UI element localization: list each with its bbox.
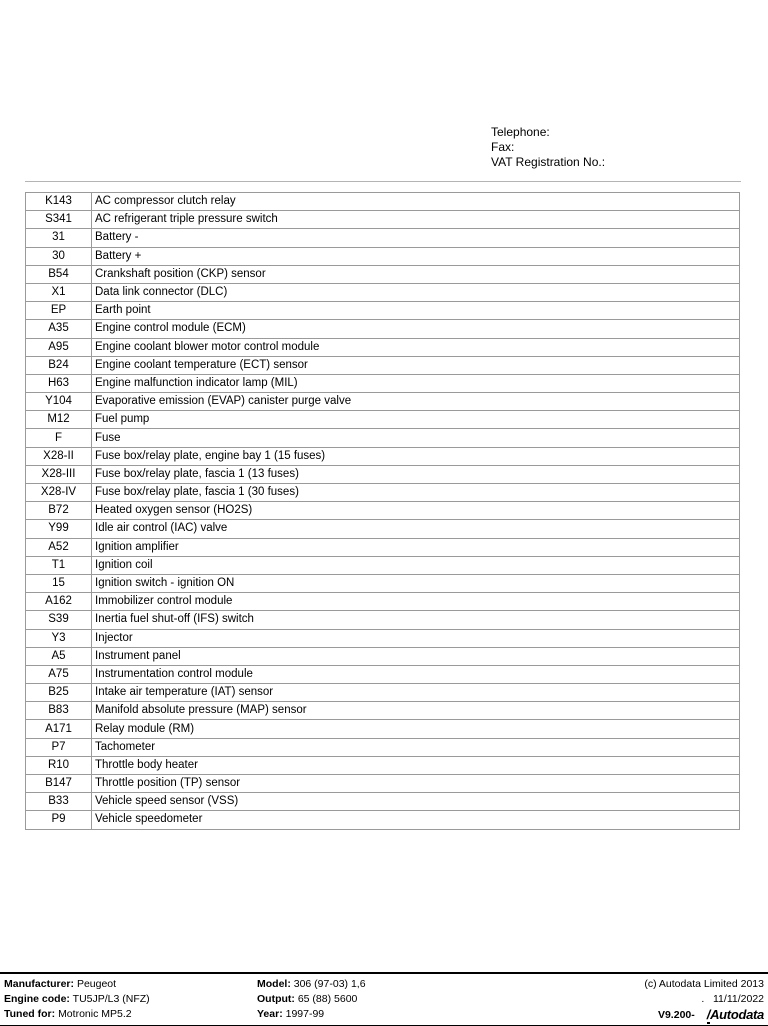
table-row (26, 702, 740, 720)
engine-code-label: Engine code: (4, 993, 70, 1005)
table-row (26, 775, 740, 793)
table-row (26, 556, 740, 574)
component-code: A75 (26, 665, 92, 683)
component-description: Fuel pump (92, 411, 740, 429)
component-code: R10 (26, 756, 92, 774)
component-code: A162 (26, 593, 92, 611)
engine-code-value: TU5JP/L3 (NFZ) (72, 993, 150, 1005)
component-code: B147 (26, 775, 92, 793)
component-description: AC refrigerant triple pressure switch (92, 211, 740, 229)
output-label: Output: (257, 993, 295, 1005)
tuned-for-label: Tuned for: (4, 1008, 56, 1020)
table-row (26, 229, 740, 247)
manufacturer-value: Peugeot (76, 978, 117, 990)
component-code: P9 (26, 811, 92, 829)
component-code: 31 (26, 229, 92, 247)
component-code: 15 (26, 574, 92, 592)
component-description: Vehicle speed sensor (VSS) (92, 793, 740, 811)
component-description: Engine control module (ECM) (92, 320, 740, 338)
component-description: Relay module (RM) (92, 720, 740, 738)
autodata-logo-text: Autodata (710, 1007, 764, 1022)
component-description: Immobilizer control module (92, 593, 740, 611)
component-description: Vehicle speedometer (92, 811, 740, 829)
component-code: X28-III (26, 465, 92, 483)
component-description: Throttle position (TP) sensor (92, 775, 740, 793)
table-row (26, 447, 740, 465)
table-row (26, 574, 740, 592)
year-value: 1997-99 (285, 1008, 325, 1020)
component-code: Y99 (26, 520, 92, 538)
component-description: Fuse box/relay plate, fascia 1 (13 fuses) (92, 465, 740, 483)
model-label: Model: (257, 978, 291, 990)
table-row (26, 193, 740, 211)
footer-model-info (257, 977, 366, 1022)
table-row (26, 720, 740, 738)
component-description: Ignition amplifier (92, 538, 740, 556)
component-description: Idle air control (IAC) valve (92, 520, 740, 538)
component-code: A171 (26, 720, 92, 738)
table-row (26, 502, 740, 520)
table-row (26, 684, 740, 702)
component-description: AC compressor clutch relay (92, 193, 740, 211)
component-code: S39 (26, 611, 92, 629)
component-code: K143 (26, 193, 92, 211)
component-code: A95 (26, 338, 92, 356)
table-row (26, 629, 740, 647)
table-row (26, 211, 740, 229)
component-description: Instrumentation control module (92, 665, 740, 683)
component-code: H63 (26, 374, 92, 392)
model-value: 306 (97-03) 1,6 (293, 978, 366, 990)
component-code: T1 (26, 556, 92, 574)
vat-label: VAT Registration No.: (491, 155, 606, 169)
header-divider (25, 181, 741, 182)
component-description: Heated oxygen sensor (HO2S) (92, 502, 740, 520)
table-row (26, 465, 740, 483)
table-row (26, 265, 740, 283)
table-row (26, 793, 740, 811)
component-description: Engine coolant blower motor control module (92, 338, 740, 356)
component-code: A35 (26, 320, 92, 338)
component-code: X28-IV (26, 484, 92, 502)
footer-publisher-info (644, 977, 764, 1024)
table-row (26, 520, 740, 538)
component-code: S341 (26, 211, 92, 229)
component-description: Battery + (92, 247, 740, 265)
component-code: F (26, 429, 92, 447)
footer-vehicle-info (4, 977, 150, 1022)
component-code: M12 (26, 411, 92, 429)
table-row (26, 429, 740, 447)
component-description: Crankshaft position (CKP) sensor (92, 265, 740, 283)
date-dot: . (701, 993, 705, 1005)
component-description: Instrument panel (92, 647, 740, 665)
table-row (26, 647, 740, 665)
component-description: Fuse box/relay plate, fascia 1 (30 fuses) (92, 484, 740, 502)
component-legend-table (25, 192, 740, 830)
component-code: A52 (26, 538, 92, 556)
table-row (26, 756, 740, 774)
component-description: Battery - (92, 229, 740, 247)
manufacturer-label: Manufacturer: (4, 978, 75, 990)
table-row (26, 247, 740, 265)
year-label: Year: (257, 1008, 283, 1020)
component-description: Inertia fuel shut-off (IFS) switch (92, 611, 740, 629)
component-description: Ignition coil (92, 556, 740, 574)
component-code: B33 (26, 793, 92, 811)
copyright-text: (c) Autodata Limited 2013 (644, 978, 764, 990)
table-row (26, 665, 740, 683)
footer (0, 972, 768, 1026)
component-description: Data link connector (DLC) (92, 283, 740, 301)
output-value: 65 (88) 5600 (297, 993, 358, 1005)
component-code: B25 (26, 684, 92, 702)
component-description: Fuse (92, 429, 740, 447)
table-row (26, 374, 740, 392)
component-code: Y104 (26, 393, 92, 411)
tuned-for-value: Motronic MP5.2 (58, 1008, 132, 1020)
component-code: B24 (26, 356, 92, 374)
component-code: B72 (26, 502, 92, 520)
table-row (26, 411, 740, 429)
component-code: Y3 (26, 629, 92, 647)
component-description: Engine coolant temperature (ECT) sensor (92, 356, 740, 374)
component-description: Intake air temperature (IAT) sensor (92, 684, 740, 702)
table-row (26, 593, 740, 611)
component-description: Manifold absolute pressure (MAP) sensor (92, 702, 740, 720)
component-code: B54 (26, 265, 92, 283)
component-code: EP (26, 302, 92, 320)
fax-label: Fax: (491, 140, 515, 154)
component-description: Earth point (92, 302, 740, 320)
contact-block (491, 125, 605, 170)
table-row (26, 283, 740, 301)
component-description: Tachometer (92, 738, 740, 756)
table-row (26, 484, 740, 502)
component-description: Ignition switch - ignition ON (92, 574, 740, 592)
print-date: 11/11/2022 (713, 993, 764, 1005)
table-row (26, 393, 740, 411)
table-row (26, 338, 740, 356)
component-code: X1 (26, 283, 92, 301)
autodata-logo: /Autodata (706, 1007, 764, 1022)
component-code: X28-II (26, 447, 92, 465)
telephone-label: Telephone: (491, 125, 550, 139)
component-description: Evaporative emission (EVAP) canister purge valve (92, 393, 740, 411)
table-row (26, 611, 740, 629)
table-row (26, 356, 740, 374)
component-code: B83 (26, 702, 92, 720)
component-description: Engine malfunction indicator lamp (MIL) (92, 374, 740, 392)
component-description: Injector (92, 629, 740, 647)
version-text: V9.200- (657, 1009, 695, 1021)
component-description: Fuse box/relay plate, engine bay 1 (15 fuses) (92, 447, 740, 465)
component-code: 30 (26, 247, 92, 265)
table-row (26, 538, 740, 556)
component-code: A5 (26, 647, 92, 665)
table-row (26, 320, 740, 338)
component-code: P7 (26, 738, 92, 756)
legend-body (26, 193, 740, 830)
table-row (26, 738, 740, 756)
table-row (26, 302, 740, 320)
table-row (26, 811, 740, 829)
component-description: Throttle body heater (92, 756, 740, 774)
